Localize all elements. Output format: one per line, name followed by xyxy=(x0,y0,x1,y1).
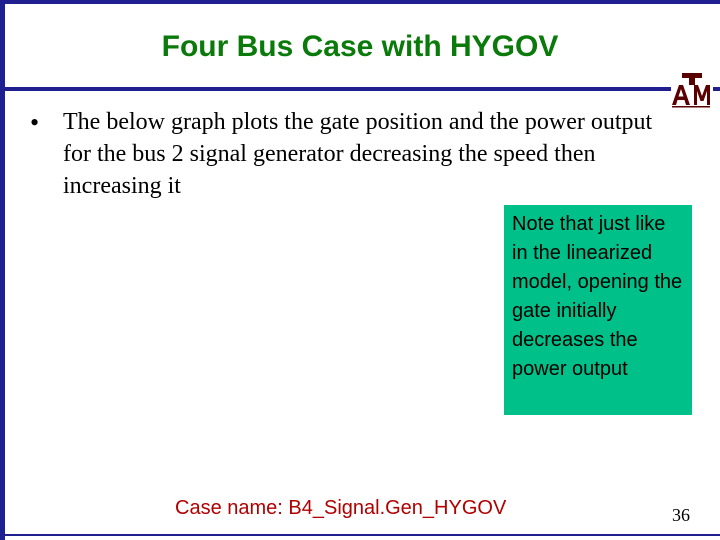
top-border xyxy=(0,0,720,4)
bullet-marker: • xyxy=(30,108,40,137)
slide-title: Four Bus Case with HYGOV xyxy=(161,30,559,63)
tamu-logo xyxy=(671,72,713,108)
case-name: Case name: B4_Signal.Gen_HYGOV xyxy=(175,497,507,519)
note-callout: Note that just like in the linearized model, opening the gate initially decreases the power output xyxy=(504,205,692,415)
left-border xyxy=(0,0,5,540)
atm-logo-icon xyxy=(671,72,713,108)
page-number: 36 xyxy=(672,505,690,525)
title-divider xyxy=(0,87,720,91)
bottom-border xyxy=(0,534,720,536)
bullet-text: The below graph plots the gate position and the power output for the bus 2 signal generator decreasing the speed then increasing it xyxy=(63,109,653,199)
